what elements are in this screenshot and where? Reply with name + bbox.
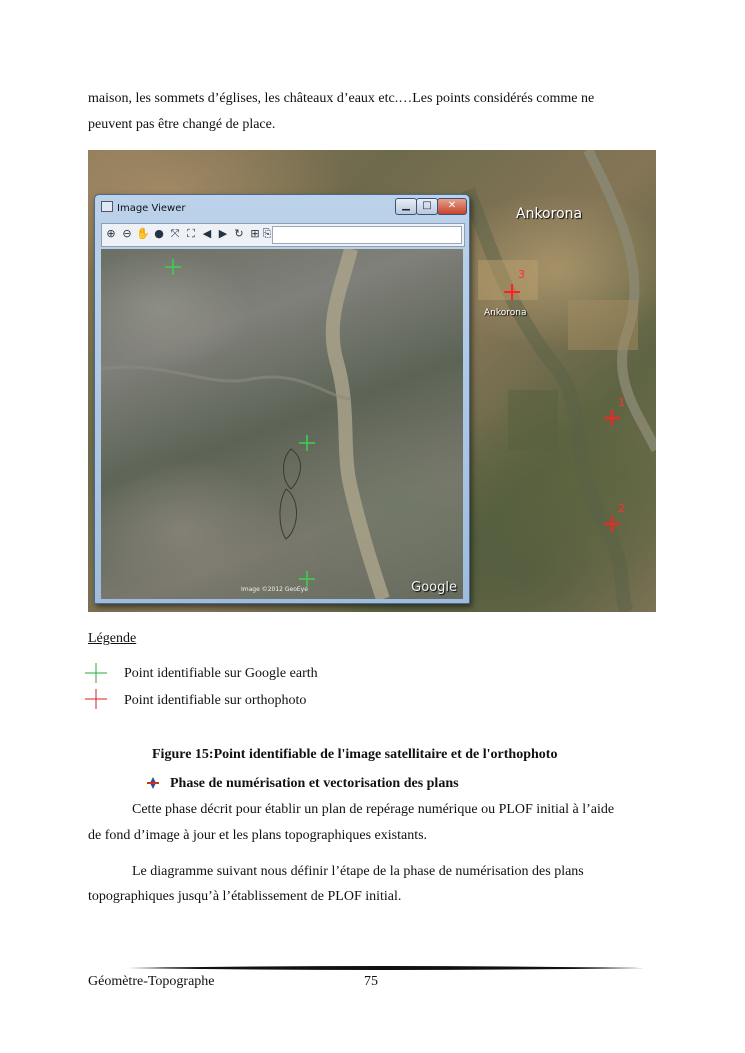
legend-label-google: Point identifiable sur Google earth <box>124 666 318 681</box>
river-viewer <box>333 249 383 599</box>
footer-divider <box>128 965 644 971</box>
body-text-line: peuvent pas être changé de place. <box>88 117 276 132</box>
app-icon <box>101 201 113 212</box>
image-date: Image ©2012 GeoEye <box>241 586 308 593</box>
figure-caption: Figure 15:Point identifiable de l'image satellitaire et de l'orthophoto <box>152 747 558 762</box>
body-text-line: maison, les sommets d’églises, les châteaux d’eaux etc.…Les points considérés comme ne <box>88 91 595 106</box>
viewer-toolbar <box>101 223 465 247</box>
viewer-titlebar[interactable] <box>101 200 391 218</box>
maximize-button[interactable]: □ <box>416 198 438 215</box>
paragraph-line: de fond d’image à jour et les plans topographiques existants. <box>88 828 428 843</box>
paragraph-line: Cette phase décrit pour établir un plan de repérage numérique ou PLOF initial à l’aide <box>132 802 615 817</box>
viewer-address-field[interactable] <box>272 226 462 244</box>
map-label-ankorona: Ankorona <box>516 206 583 222</box>
export-icon[interactable]: ⎘ <box>262 227 272 240</box>
legend-label-orthophoto: Point identifiable sur orthophoto <box>124 693 307 708</box>
google-earth-image <box>101 249 463 599</box>
point-number-label: 2 <box>618 502 625 515</box>
arrow-right-icon[interactable]: ▶ <box>218 227 228 240</box>
section-bullet-icon <box>146 776 160 790</box>
image-viewer-window[interactable] <box>94 194 470 604</box>
compare-icon[interactable]: ⊞ <box>250 227 260 240</box>
paragraph-line: topographiques jusqu’à l’établissement de PLOF initial. <box>88 889 402 904</box>
zoom-in-icon[interactable]: ⊕ <box>106 227 116 240</box>
page-number: 75 <box>364 974 378 989</box>
arrow-left-icon[interactable]: ◀ <box>202 227 212 240</box>
viewer-image-content <box>101 249 463 599</box>
minimize-button[interactable]: ▁ <box>395 198 417 215</box>
green-cross-legend-icon <box>84 662 108 684</box>
paragraph-line: Le diagramme suivant nous définir l’étape de la phase de numérisation des plans <box>132 864 584 879</box>
section-heading: Phase de numérisation et vectorisation des plans <box>170 776 459 791</box>
close-button[interactable]: ✕ <box>437 198 467 215</box>
viewer-title: Image Viewer <box>117 203 186 214</box>
globe-icon[interactable]: ● <box>154 227 164 240</box>
refresh-icon[interactable]: ↻ <box>234 227 244 240</box>
zoom-out-icon[interactable]: ⊖ <box>122 227 132 240</box>
pan-hand-icon[interactable]: ✋ <box>136 227 150 240</box>
point-number-label: 3 <box>518 268 525 281</box>
fullscreen-icon[interactable]: ⛶ <box>187 227 195 240</box>
map-label-ankorona-small: Ankorona <box>484 308 527 318</box>
point-number-label: 1 <box>618 396 625 409</box>
footer-left-text: Géomètre-Topographe <box>88 974 215 989</box>
fit-icon[interactable]: ⤧ <box>170 227 180 240</box>
legend-heading: Légende <box>88 631 137 646</box>
red-cross-legend-icon <box>84 688 108 710</box>
google-watermark: Google <box>411 580 457 595</box>
satellite-figure <box>88 150 656 612</box>
